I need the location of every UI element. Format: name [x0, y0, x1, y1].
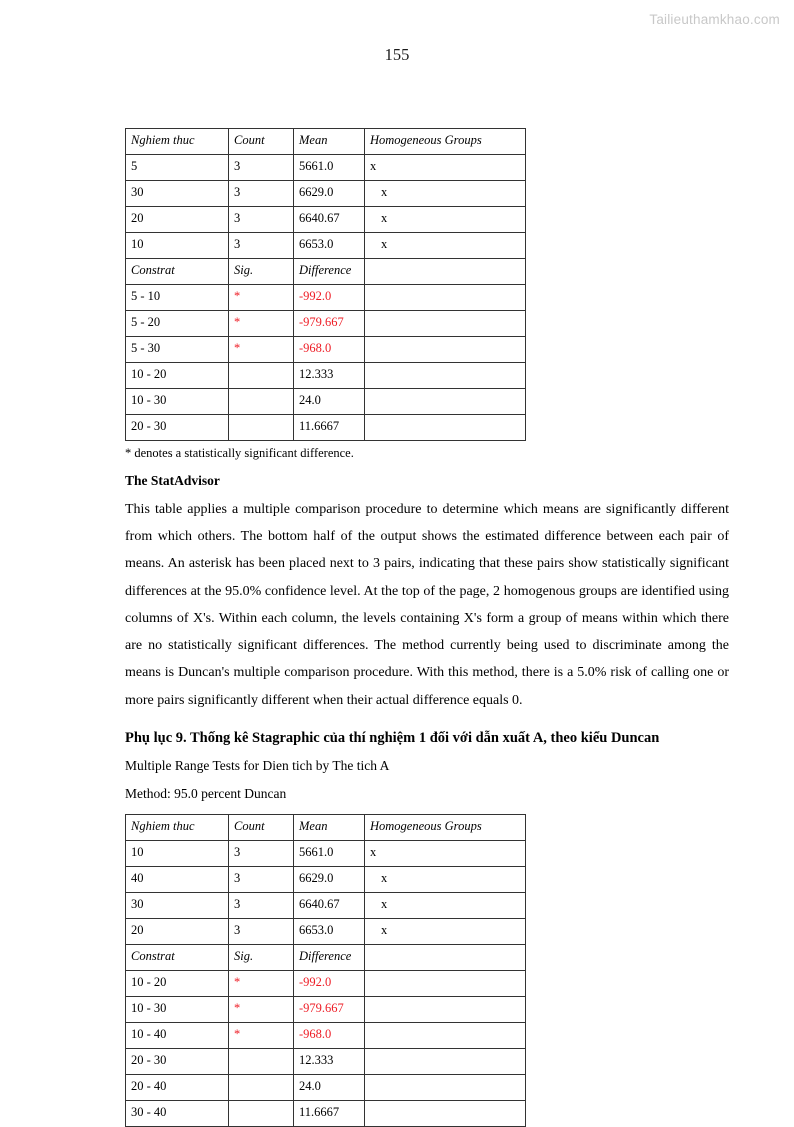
table-row	[126, 841, 526, 867]
contrast-row	[126, 389, 526, 415]
contrast-row	[126, 1023, 526, 1049]
empty-cell	[365, 945, 526, 971]
cell-significance: *	[229, 997, 294, 1023]
cell-constrat: 20 - 30	[126, 415, 229, 441]
cell-significance	[229, 389, 294, 415]
cell-treatment: 10	[126, 233, 229, 259]
cell-difference: 24.0	[294, 1075, 365, 1101]
page-content	[125, 128, 729, 1127]
cell-constrat: 10 - 20	[126, 971, 229, 997]
cell-mean: 5661.0	[294, 841, 365, 867]
contrast-row	[126, 311, 526, 337]
site-watermark: Tailieuthamkhao.com	[649, 12, 780, 27]
contrast-row	[126, 415, 526, 441]
empty-cell	[365, 997, 526, 1023]
header-sig: Sig.	[229, 945, 294, 971]
group-marker-x: x	[370, 845, 377, 860]
appendix-heading: Phụ lục 9. Thống kê Stagraphic của thí nghiệm 1 đối với dẫn xuất A, theo kiểu Duncan	[125, 730, 660, 746]
cell-constrat: 30 - 40	[126, 1101, 229, 1127]
header-homogeneous-groups: Homogeneous Groups	[365, 129, 526, 155]
cell-mean: 6653.0	[294, 233, 365, 259]
cell-significance: *	[229, 1023, 294, 1049]
cell-constrat: 10 - 30	[126, 997, 229, 1023]
cell-constrat: 20 - 30	[126, 1049, 229, 1075]
cell-difference: 11.6667	[294, 1101, 365, 1127]
cell-difference: -992.0	[294, 285, 365, 311]
cell-count: 3	[229, 233, 294, 259]
header-sig: Sig.	[229, 259, 294, 285]
cell-mean: 6640.67	[294, 893, 365, 919]
table-row	[126, 181, 526, 207]
cell-group	[365, 893, 526, 919]
cell-group	[365, 867, 526, 893]
cell-count: 3	[229, 893, 294, 919]
significance-footnote: * denotes a statistically significant difference.	[125, 446, 354, 460]
page-number: 155	[384, 45, 410, 64]
cell-constrat: 5 - 30	[126, 337, 229, 363]
cell-group	[365, 207, 526, 233]
header-count: Count	[229, 815, 294, 841]
empty-cell	[365, 389, 526, 415]
cell-mean: 5661.0	[294, 155, 365, 181]
cell-significance	[229, 415, 294, 441]
contrast-row	[126, 971, 526, 997]
cell-group	[365, 841, 526, 867]
group-marker-x: x	[381, 185, 388, 200]
cell-significance	[229, 1075, 294, 1101]
header-difference: Difference	[294, 259, 365, 285]
contrast-row	[126, 285, 526, 311]
header-treatment: Nghiem thuc	[126, 129, 229, 155]
cell-difference: -979.667	[294, 311, 365, 337]
cell-treatment: 20	[126, 207, 229, 233]
cell-mean: 6629.0	[294, 181, 365, 207]
cell-constrat: 10 - 30	[126, 389, 229, 415]
statadvisor-heading: The StatAdvisor	[125, 472, 220, 488]
duncan-table-2	[125, 814, 526, 1127]
cell-treatment: 5	[126, 155, 229, 181]
cell-constrat: 5 - 20	[126, 311, 229, 337]
header-constrat: Constrat	[126, 259, 229, 285]
cell-significance: *	[229, 285, 294, 311]
cell-treatment: 40	[126, 867, 229, 893]
header-homogeneous-groups: Homogeneous Groups	[365, 815, 526, 841]
cell-significance: *	[229, 311, 294, 337]
empty-cell	[365, 971, 526, 997]
cell-significance	[229, 1049, 294, 1075]
group-marker-x: x	[381, 211, 388, 226]
cell-group	[365, 181, 526, 207]
cell-group	[365, 155, 526, 181]
table-row	[126, 867, 526, 893]
group-marker-x: x	[381, 237, 388, 252]
cell-significance	[229, 363, 294, 389]
empty-cell	[365, 1075, 526, 1101]
statadvisor-paragraph: This table applies a multiple comparison procedure to determine which means are significantly different from which others. The bottom half of the output shows the estimated difference between each pair of means. An asterisk has been placed next to 3 pairs, indicating that these pairs show statistically significant differences at the 95.0% confidence level. At the top of the page, 2 homogenous groups are identified using columns of X's. Within each column, the levels containing X's form a group of means within which there are no statistically significant differences. The method currently being used to discriminate among the means is Duncan's multiple comparison procedure. With this method, there is a 5.0% risk of calling one or more pairs significantly different when their actual difference equals 0.	[125, 501, 729, 708]
cell-constrat: 10 - 40	[126, 1023, 229, 1049]
header-count: Count	[229, 129, 294, 155]
contrast-header-row	[126, 259, 526, 285]
cell-significance: *	[229, 337, 294, 363]
cell-difference: -968.0	[294, 1023, 365, 1049]
cell-mean: 6629.0	[294, 867, 365, 893]
empty-cell	[365, 259, 526, 285]
header-difference: Difference	[294, 945, 365, 971]
cell-constrat: 10 - 20	[126, 363, 229, 389]
header-constrat: Constrat	[126, 945, 229, 971]
cell-difference: -992.0	[294, 971, 365, 997]
header-treatment: Nghiem thuc	[126, 815, 229, 841]
table-header-row	[126, 815, 526, 841]
cell-count: 3	[229, 181, 294, 207]
cell-mean: 6653.0	[294, 919, 365, 945]
header-mean: Mean	[294, 815, 365, 841]
group-marker-x: x	[370, 159, 377, 174]
cell-count: 3	[229, 919, 294, 945]
cell-count: 3	[229, 841, 294, 867]
cell-difference: 12.333	[294, 1049, 365, 1075]
cell-treatment: 30	[126, 893, 229, 919]
table-row	[126, 155, 526, 181]
cell-difference: 12.333	[294, 363, 365, 389]
cell-significance: *	[229, 971, 294, 997]
contrast-row	[126, 1049, 526, 1075]
table-1-body	[126, 129, 526, 441]
cell-difference: -968.0	[294, 337, 365, 363]
group-marker-x: x	[381, 871, 388, 886]
cell-difference: 24.0	[294, 389, 365, 415]
contrast-header-row	[126, 945, 526, 971]
header-mean: Mean	[294, 129, 365, 155]
cell-count: 3	[229, 867, 294, 893]
contrast-row	[126, 997, 526, 1023]
cell-group	[365, 919, 526, 945]
cell-constrat: 20 - 40	[126, 1075, 229, 1101]
spacer	[125, 804, 729, 814]
contrast-row	[126, 337, 526, 363]
cell-treatment: 10	[126, 841, 229, 867]
table-row	[126, 207, 526, 233]
multiple-range-tests-line: Multiple Range Tests for Dien tich by The tich A	[125, 758, 390, 774]
group-marker-x: x	[381, 897, 388, 912]
cell-count: 3	[229, 207, 294, 233]
table-row	[126, 893, 526, 919]
table-row	[126, 919, 526, 945]
empty-cell	[365, 337, 526, 363]
cell-treatment: 30	[126, 181, 229, 207]
contrast-row	[126, 363, 526, 389]
cell-count: 3	[229, 155, 294, 181]
empty-cell	[365, 285, 526, 311]
cell-group	[365, 233, 526, 259]
cell-treatment: 20	[126, 919, 229, 945]
cell-difference: 11.6667	[294, 415, 365, 441]
empty-cell	[365, 363, 526, 389]
group-marker-x: x	[381, 923, 388, 938]
empty-cell	[365, 311, 526, 337]
empty-cell	[365, 1049, 526, 1075]
table-row	[126, 233, 526, 259]
method-line: Method: 95.0 percent Duncan	[125, 786, 287, 802]
empty-cell	[365, 415, 526, 441]
cell-difference: -979.667	[294, 997, 365, 1023]
duncan-table-1	[125, 128, 526, 441]
contrast-row	[126, 1075, 526, 1101]
table-2-body	[126, 815, 526, 1127]
cell-mean: 6640.67	[294, 207, 365, 233]
empty-cell	[365, 1023, 526, 1049]
table-header-row	[126, 129, 526, 155]
cell-constrat: 5 - 10	[126, 285, 229, 311]
